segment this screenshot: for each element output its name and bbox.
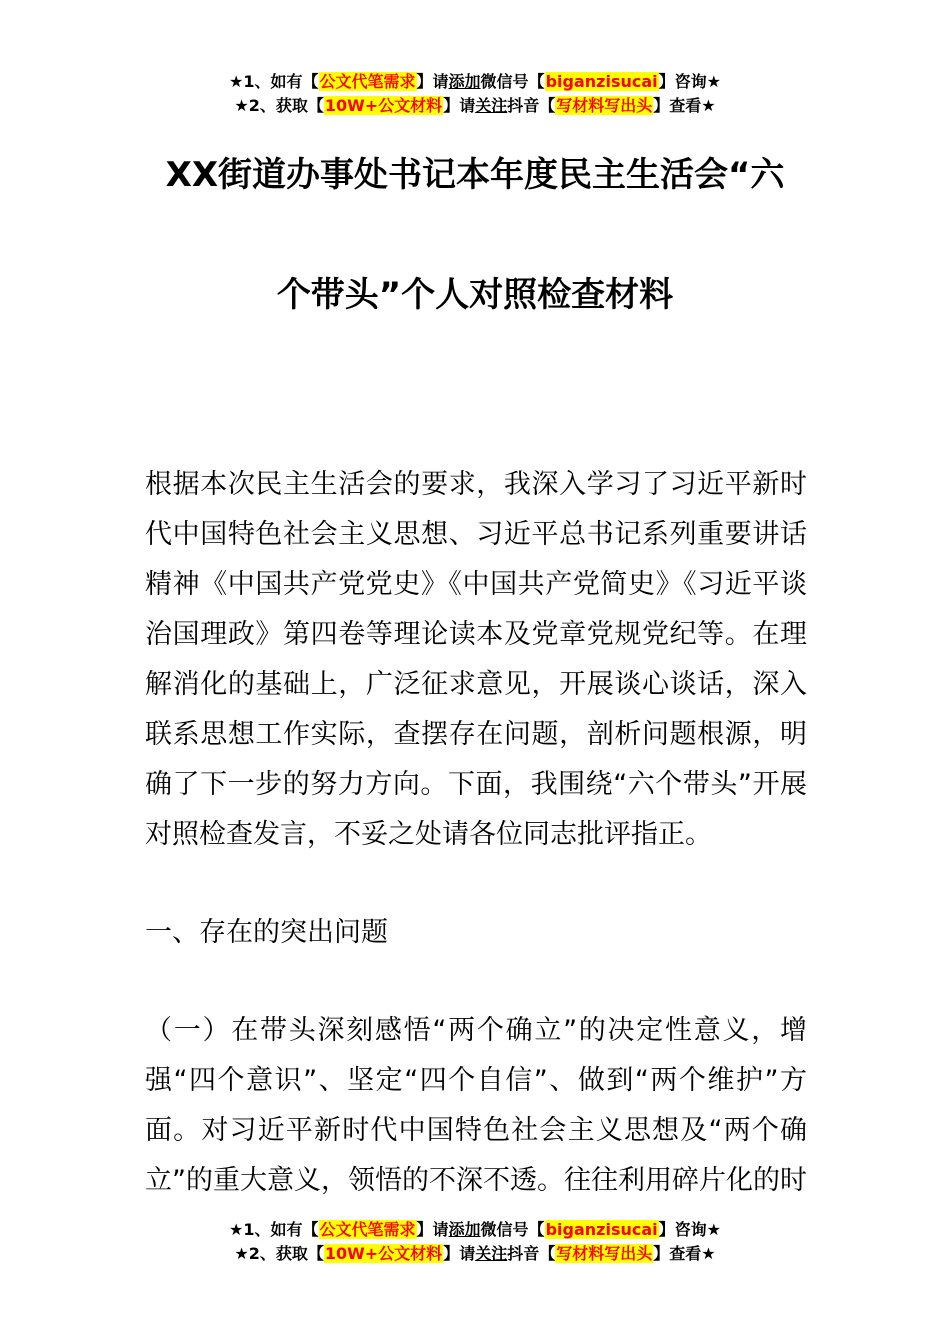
- promo-line-1: [0, 1218, 950, 1242]
- promo-highlight: 10W+公文材料: [324, 96, 443, 115]
- document-body: [145, 460, 807, 1206]
- promo-highlight: 写材料写出头: [556, 96, 653, 115]
- promo-text: 微信号【: [480, 72, 545, 91]
- promo-underline: 添加: [448, 72, 481, 91]
- promo-banner-top: [0, 70, 950, 118]
- promo-underline: 添加: [448, 1220, 481, 1239]
- promo-text: ★1、如有【: [229, 1220, 319, 1239]
- promo-highlight: biganzisucai: [545, 1220, 658, 1239]
- promo-text: 】咨询★: [658, 1220, 721, 1239]
- promo-text: 】咨询★: [658, 72, 721, 91]
- title-line-2: 个带头”个人对照检查材料: [276, 275, 674, 315]
- promo-text: 】请: [416, 1220, 449, 1239]
- subsection-paragraph: （一）在带头深刻感悟“两个确立”的决定性意义，增强“四个意识”、坚定“四个自信”、做到“两个维护”方面。对习近平新时代中国特色社会主义思想及“两个确立”的重大意义，领悟的不深不透。往往利用碎片化的时: [145, 1015, 807, 1196]
- promo-text: ★2、获取【: [234, 1244, 324, 1263]
- promo-line-2: [0, 1242, 950, 1266]
- promo-highlight: 写材料写出头: [556, 1244, 653, 1263]
- promo-text: 】查看★: [653, 96, 716, 115]
- promo-line-2: [0, 94, 950, 118]
- promo-banner-bottom: [0, 1218, 950, 1266]
- intro-paragraph: 根据本次民主生活会的要求，我深入学习了习近平新时代中国特色社会主义思想、习近平总书记系列重要讲话精神《中国共产党党史》《中国共产党简史》《习近平谈治国理政》第四卷等理论读本及党章党规党纪等。在理解消化的基础上，广泛征求意见，开展谈心谈话，深入联系思想工作实际，查摆存在问题，剖析问题根源，明确了下一步的努力方向。下面，我围绕“六个带头”开展对照检查发言，不妥之处请各位同志批评指正。: [145, 469, 807, 850]
- promo-text: 抖音【: [507, 96, 556, 115]
- promo-text: 抖音【: [507, 1244, 556, 1263]
- promo-text: 】查看★: [653, 1244, 716, 1263]
- section-heading: 一、存在的突出问题: [145, 917, 388, 948]
- promo-text: 】请: [416, 72, 449, 91]
- promo-text: 】请: [443, 1244, 476, 1263]
- document-title: [60, 145, 890, 325]
- promo-underline: 关注: [475, 1244, 508, 1263]
- promo-text: 】请: [443, 96, 476, 115]
- promo-text: ★2、获取【: [234, 96, 324, 115]
- promo-highlight: 10W+公文材料: [324, 1244, 443, 1263]
- promo-line-1: [0, 70, 950, 94]
- promo-text: 微信号【: [480, 1220, 545, 1239]
- promo-text: ★1、如有【: [229, 72, 319, 91]
- promo-highlight: 公文代笔需求: [319, 1220, 416, 1239]
- promo-underline: 关注: [475, 96, 508, 115]
- title-line-1: XX街道办事处书记本年度民主生活会“六: [165, 155, 785, 195]
- promo-highlight: biganzisucai: [545, 72, 658, 91]
- promo-highlight: 公文代笔需求: [319, 72, 416, 91]
